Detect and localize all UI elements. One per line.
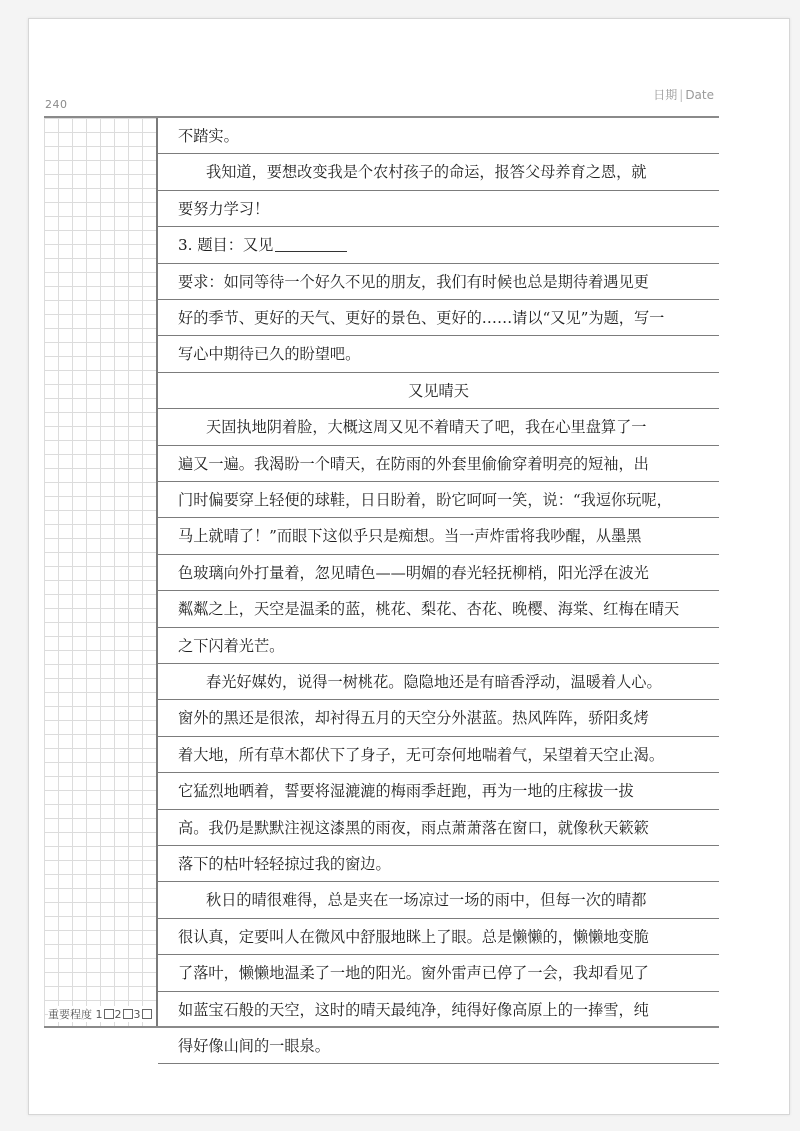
text-line	[158, 810, 719, 846]
line-text: 写心中期待已久的盼望吧。	[178, 345, 361, 364]
line-text: 遍又一遍。我渴盼一个晴天，在防雨的外套里偷偷穿着明亮的短袖，出	[178, 454, 649, 473]
line-text: 秋日的晴很难得，总是夹在一场凉过一场的雨中，但每一次的晴都	[206, 891, 647, 910]
text-line	[158, 518, 719, 554]
line-text: 得好像山间的一眼泉。	[178, 1037, 330, 1055]
fill-blank-underline	[275, 250, 347, 252]
margin-grid	[44, 118, 156, 1028]
text-line	[158, 737, 719, 773]
line-text: 色玻璃向外打量着，忽见晴色——明媚的春光轻抚柳梢，阳光浮在波光	[178, 563, 649, 582]
text-line	[158, 373, 719, 409]
line-text: 又见晴天	[408, 381, 469, 400]
importance-level-1: 1	[95, 1008, 103, 1021]
importance-label: 重要程度	[48, 1008, 92, 1021]
text-line	[158, 336, 719, 372]
importance-checkbox-3[interactable]	[142, 1009, 152, 1019]
text-line	[158, 264, 719, 300]
text-line	[158, 300, 719, 336]
text-line	[158, 992, 719, 1028]
date-label-en: Date	[685, 88, 714, 102]
line-text: 马上就晴了！”而眼下这似乎只是痴想。当一声炸雷将我吵醒，从墨黑	[178, 527, 642, 546]
text-line	[158, 955, 719, 991]
line-text: 好的季节、更好的天气、更好的景色、更好的……请以“又见”为题，写一	[178, 309, 665, 327]
bottom-rule	[44, 1026, 719, 1028]
line-text: 如蓝宝石般的天空，这时的晴天最纯净，纯得好像高原上的一捧雪，纯	[178, 1000, 649, 1019]
line-text: 落下的枯叶轻轻掠过我的窗边。	[178, 855, 391, 873]
line-text: 春光好媒妁，说得一树桃花。隐隐地还是有暗香浮动，温暖着人心。	[206, 673, 662, 691]
text-line	[158, 628, 719, 664]
text-line	[158, 700, 719, 736]
line-text: 要求：如同等待一个好久不见的朋友，我们有时候也总是期待着遇见更	[178, 272, 649, 291]
text-line	[158, 1028, 719, 1064]
text-line	[158, 191, 719, 227]
writing-area	[158, 118, 719, 1055]
text-line	[158, 882, 719, 918]
line-text: 我知道，要想改变我是个农村孩子的命运，报答父母养育之恩，就	[206, 163, 647, 182]
text-line	[158, 919, 719, 955]
line-text: 不踏实。	[178, 127, 239, 145]
date-label-cn: 日期	[653, 88, 678, 102]
importance-checkbox-1[interactable]	[104, 1009, 114, 1019]
line-text: 天固执地阴着脸，大概这周又见不着晴天了吧，我在心里盘算了一	[206, 418, 647, 437]
importance-rating	[48, 1006, 156, 1022]
line-text: 要努力学习！	[178, 199, 270, 218]
line-text: 门时偏要穿上轻便的球鞋，日日盼着，盼它呵呵一笑，说：“我逗你玩呢，	[178, 491, 672, 509]
text-line	[158, 154, 719, 190]
importance-checkbox-2[interactable]	[123, 1009, 133, 1019]
line-text: 高。我仍是默默注视这漆黑的雨夜，雨点萧萧落在窗口，就像秋天簌簌	[178, 818, 649, 837]
page-number: 240	[45, 98, 68, 111]
line-text: 着大地，所有草木都伏下了身子，无可奈何地喘着气，呆望着天空止渴。	[178, 745, 664, 764]
text-line	[158, 591, 719, 627]
text-line	[158, 664, 719, 700]
line-text: 粼粼之上，天空是温柔的蓝，桃花、梨花、杏花、晚樱、海棠、红梅在晴天	[178, 600, 680, 619]
importance-level-3: 3	[133, 1008, 141, 1021]
date-separator: |	[679, 88, 684, 102]
text-line	[158, 118, 719, 154]
text-line	[158, 846, 719, 882]
date-label	[653, 86, 714, 103]
line-text: 3. 题目：又见	[178, 236, 274, 255]
importance-level-2: 2	[114, 1008, 122, 1021]
text-line	[158, 773, 719, 809]
line-text: 窗外的黑还是很浓，却衬得五月的天空分外湛蓝。热风阵阵，骄阳炙烤	[178, 709, 649, 728]
line-text: 之下闪着光芒。	[178, 636, 285, 655]
line-text: 很认真，定要叫人在微风中舒服地眯上了眼。总是懒懒的，懒懒地变脆	[178, 927, 649, 946]
text-line	[158, 227, 719, 263]
text-line	[158, 555, 719, 591]
text-line	[158, 409, 719, 445]
line-text: 它猛烈地晒着，誓要将湿漉漉的梅雨季赶跑，再为一地的庄稼拔一拔	[178, 782, 634, 801]
text-line	[158, 446, 719, 482]
text-line	[158, 482, 719, 518]
line-text: 了落叶，懒懒地温柔了一地的阳光。窗外雷声已停了一会，我却看见了	[178, 964, 649, 983]
